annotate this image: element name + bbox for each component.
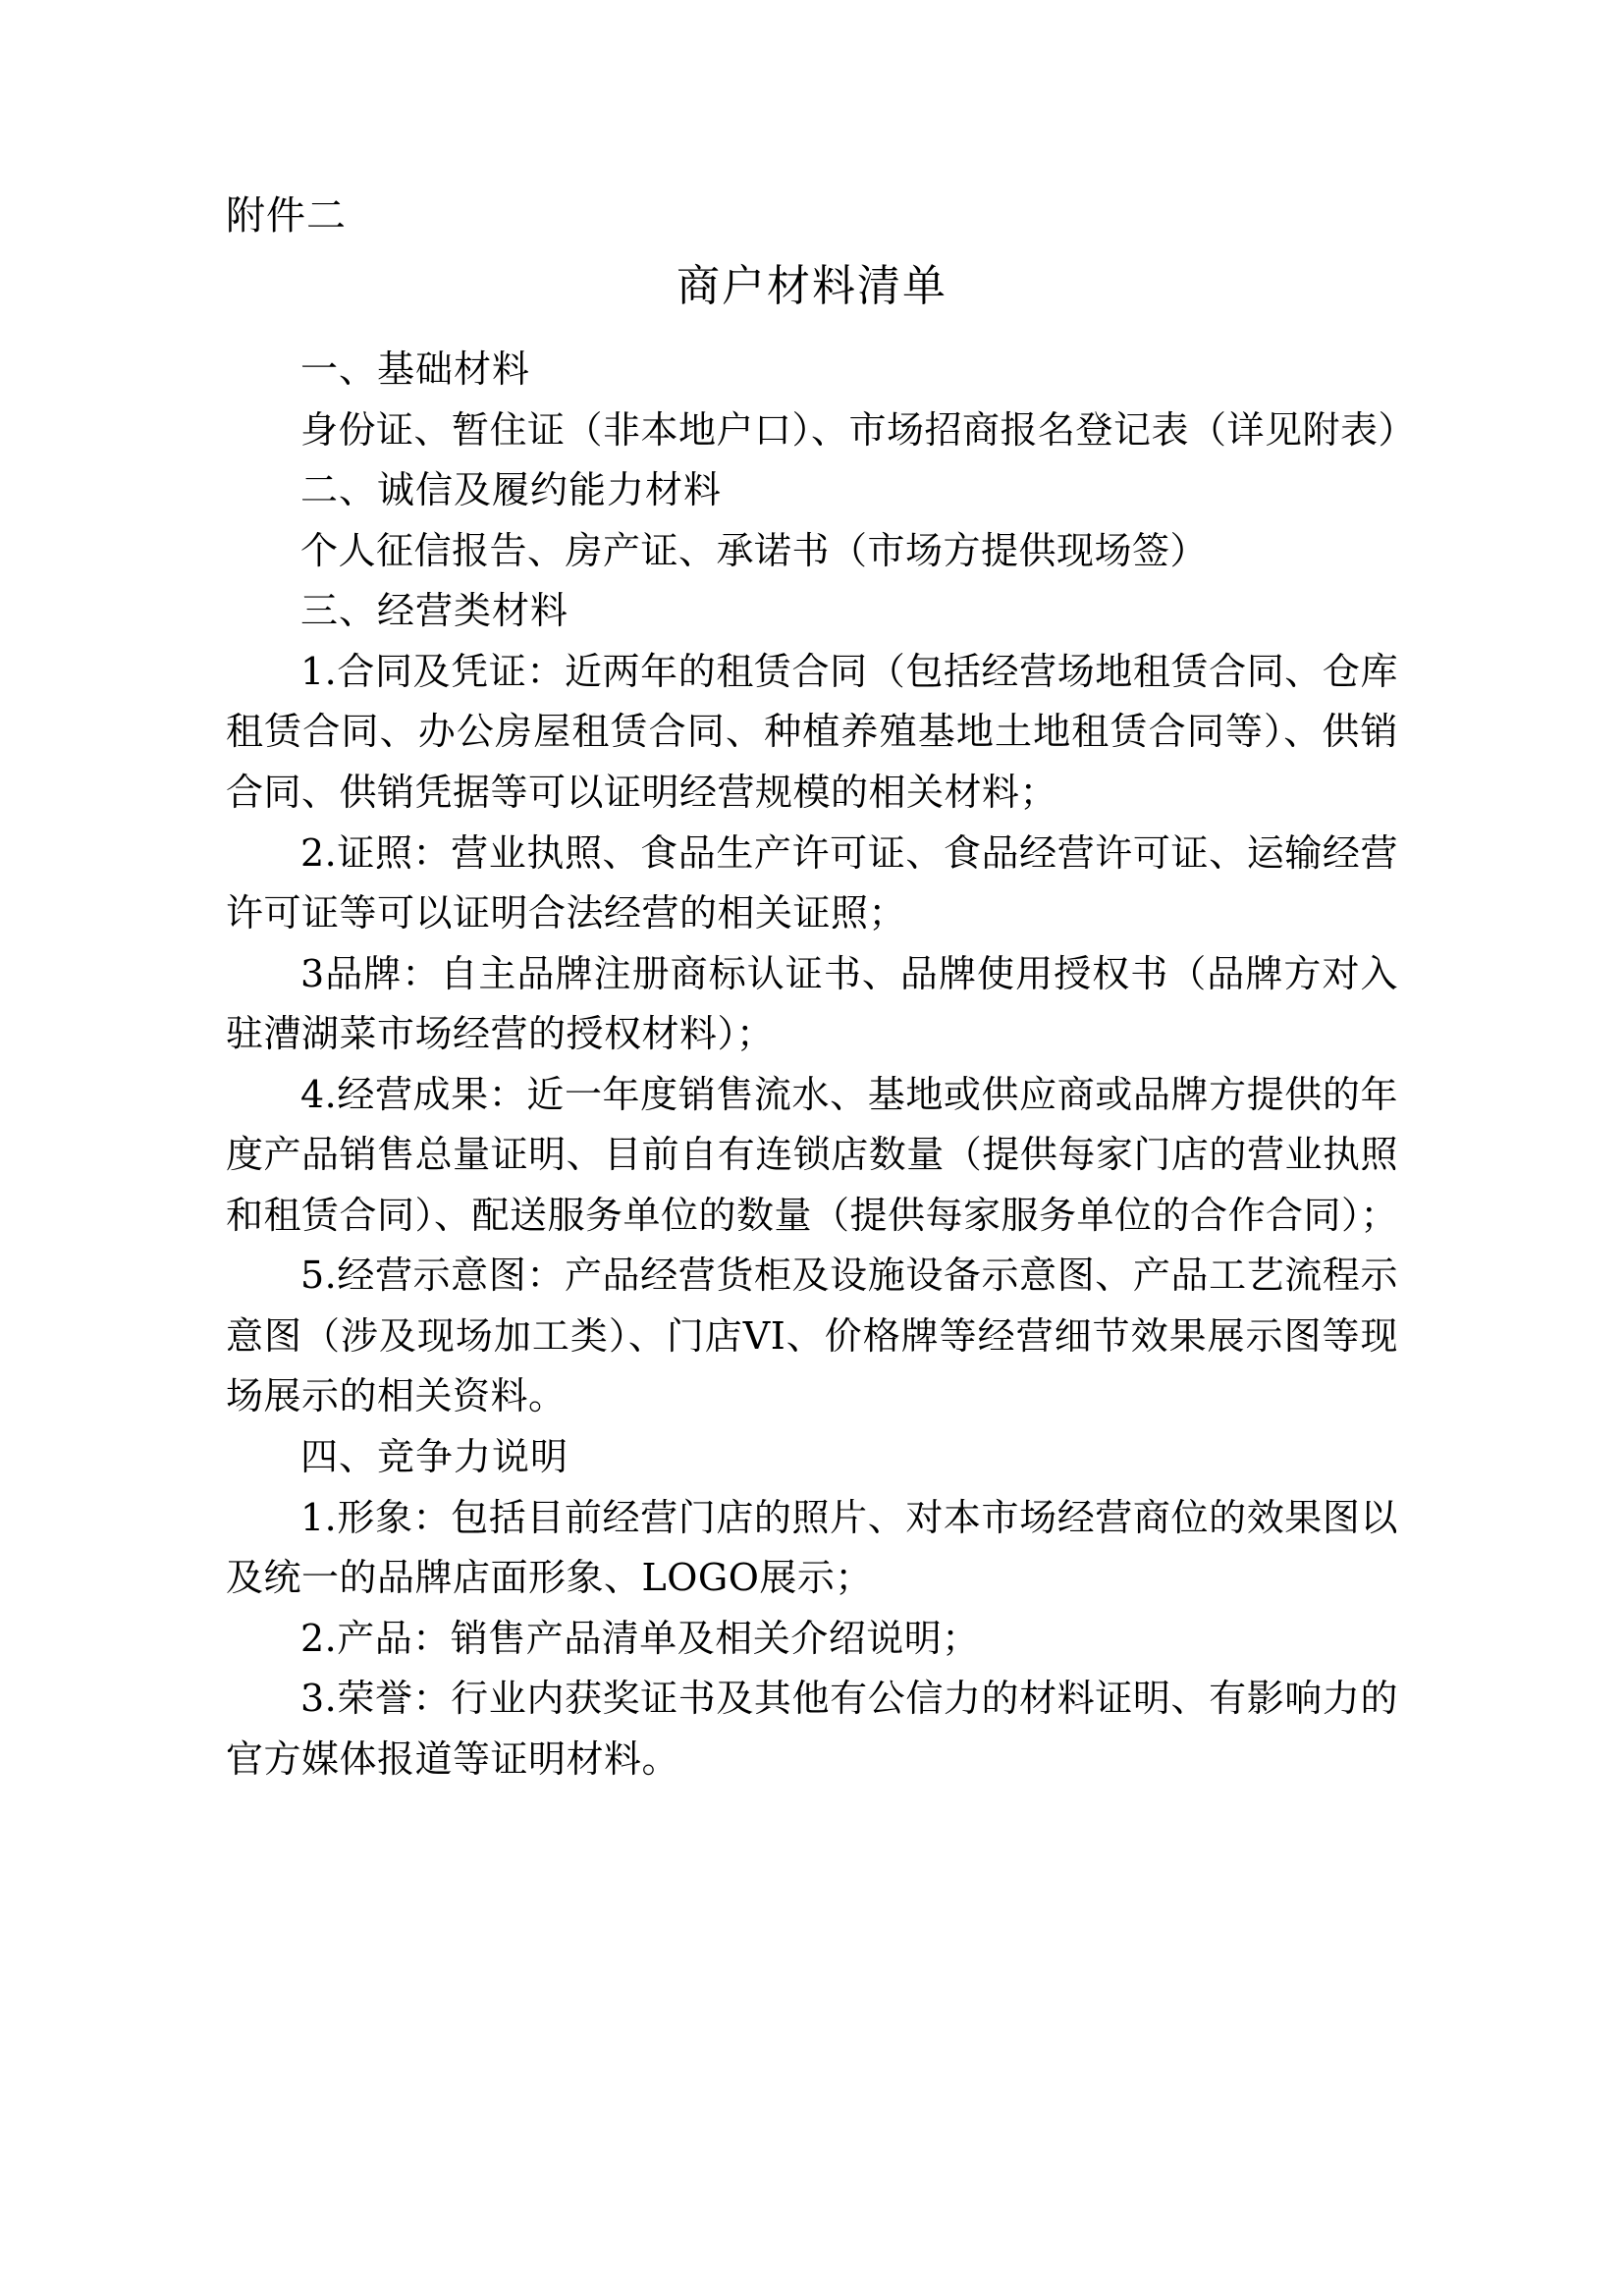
section-heading: 三、经营类材料 (300, 589, 569, 633)
section-credit-materials (226, 460, 1398, 581)
section-competitiveness (226, 1427, 1398, 1789)
section-paragraph: 3品牌：自主品牌注册商标认证书、品牌使用授权书（品牌方对入驻漕湖菜市场经营的授权材料）； (226, 951, 1398, 1056)
section-paragraph: 5.经营示意图：产品经营货柜及设施设备示意图、产品工艺流程示意图（涉及现场加工类）、门店VI、价格牌等经营细节效果展示图等现场展示的相关资料。 (226, 1254, 1398, 1418)
section-paragraph: 4.经营成果：近一年度销售流水、基地或供应商或品牌方提供的年度产品销售总量证明、目前自有连锁店数量（提供每家门店的营业执照和租赁合同）、配送服务单位的数量（提供每家服务单位的合作合同）； (226, 1072, 1399, 1237)
section-paragraph: 3.荣誉：行业内获奖证书及其他有公信力的材料证明、有影响力的官方媒体报道等证明材料。 (226, 1677, 1398, 1781)
section-heading: 四、竞争力说明 (300, 1435, 569, 1479)
section-paragraph: 身份证、暂住证（非本地户口）、市场招商报名登记表（详见附表） (300, 407, 1417, 452)
section-business-materials (226, 581, 1398, 1427)
section-heading: 一、基础材料 (300, 347, 531, 392)
section-paragraph: 个人征信报告、房产证、承诺书（市场方提供现场签） (300, 528, 1209, 572)
section-paragraph: 1.合同及凭证：近两年的租赁合同（包括经营场地租赁合同、仓库租赁合同、办公房屋租赁合同、种植养殖基地土地租赁合同等）、供销合同、供销凭据等可以证明经营规模的相关材料； (226, 649, 1398, 815)
section-basic-materials (226, 340, 1417, 460)
section-paragraph: 2.产品：销售产品清单及相关介绍说明； (300, 1616, 980, 1660)
section-paragraph: 1.形象：包括目前经营门店的照片、对本市场经营商位的效果图以及统一的品牌店面形象、LOGO展示； (226, 1495, 1398, 1600)
section-paragraph: 2.证照：营业执照、食品生产许可证、食品经营许可证、运输经营许可证等可以证明合法经营的相关证照； (226, 830, 1398, 935)
section-heading: 二、诚信及履约能力材料 (300, 468, 723, 512)
page-title: 商户材料清单 (677, 261, 947, 311)
attachment-label: 附件二 (226, 193, 347, 239)
